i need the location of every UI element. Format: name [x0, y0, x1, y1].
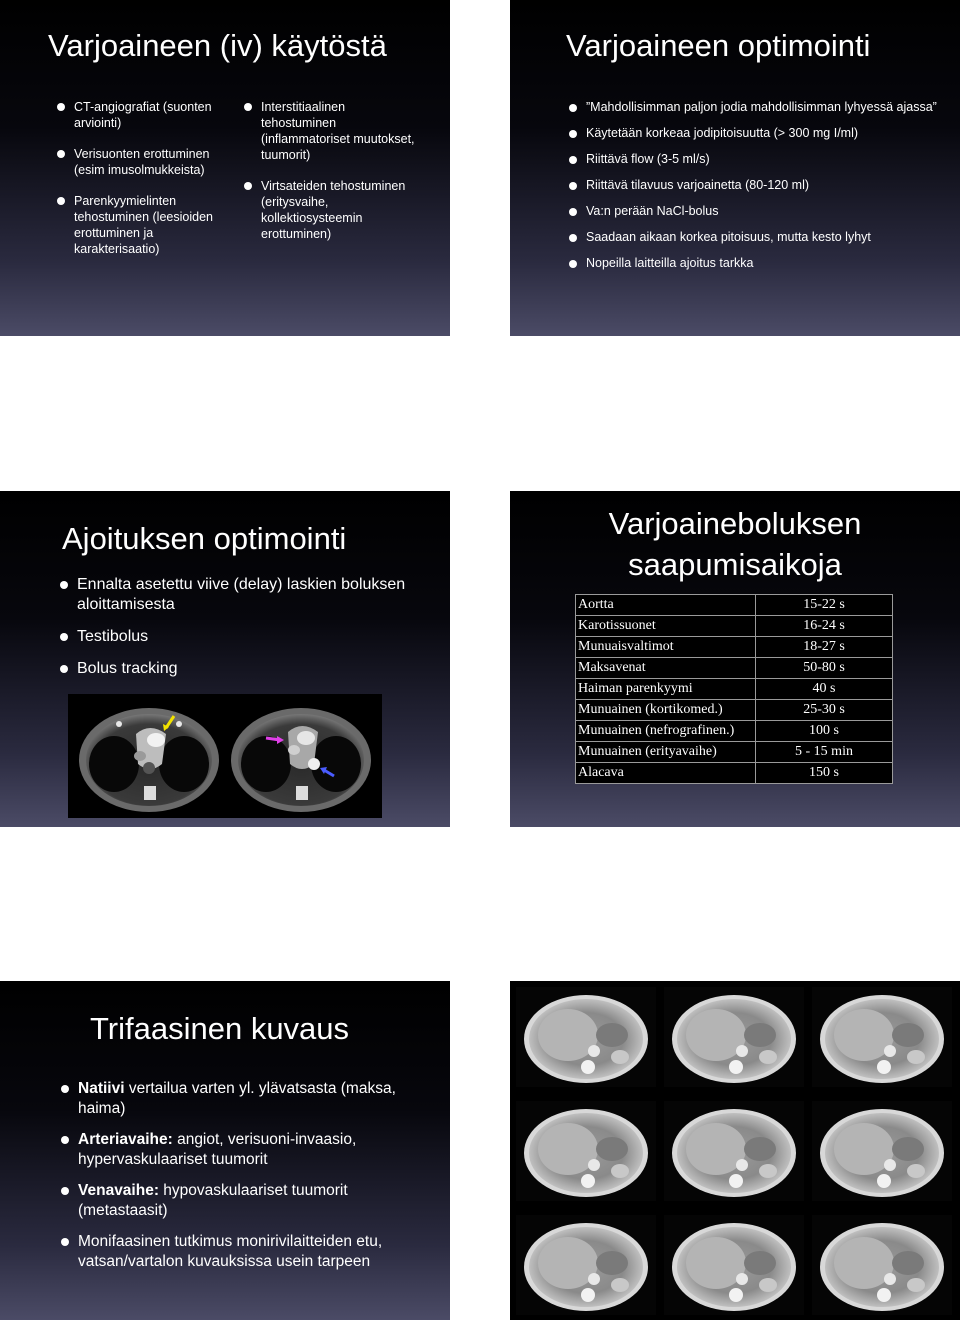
table-row: Karotissuonet 16-24 s: [576, 616, 893, 637]
bullet-icon: [569, 234, 577, 242]
list-item: Riittävä flow (3-5 ml/s): [586, 152, 946, 167]
list-item: Käytetään korkeaa jodipitoisuutta (> 300 mg I/ml): [586, 126, 946, 141]
list-item: Saadaan aikaan korkea pitoisuus, mutta kesto lyhyt: [586, 230, 946, 245]
list-item: Verisuonten erottuminen (esim imusolmukkeista): [74, 146, 224, 178]
list-item: CT-angiografiat (suonten arviointi): [74, 99, 224, 131]
bullet-icon: [244, 103, 252, 111]
slide-title: Varjoaineen optimointi: [566, 28, 871, 63]
list-item: Bolus tracking: [77, 659, 417, 679]
list-item: Testibolus: [77, 627, 417, 647]
bullet-icon: [61, 1238, 69, 1246]
list-item: Interstitiaalinen tehostuminen (inflammatoriset muutokset, tuumorit): [261, 99, 421, 163]
bullet-icon: [569, 182, 577, 190]
bullet-icon: [57, 103, 65, 111]
slide-title: Trifaasinen kuvaus: [90, 1011, 350, 1046]
slide-title: Varjoaineboluksen saapumisaikoja: [608, 506, 862, 582]
ct-scan-left: [74, 694, 224, 818]
table-row: Maksavenat 50-80 s: [576, 658, 893, 679]
table-row: Munuainen (erityavaihe) 5 - 15 min: [576, 742, 893, 763]
bullet-icon: [60, 581, 68, 589]
bullet-icon: [57, 150, 65, 158]
table-row: Munuainen (nefrografinen.) 100 s: [576, 721, 893, 742]
ct-film-image: [510, 981, 960, 1320]
list-item: ”Mahdollisimman paljon jodia mahdollisimman lyhyessä ajassa”: [586, 100, 946, 115]
bullet-icon: [569, 104, 577, 112]
list-item: Ennalta asetettu viive (delay) laskien boluksen aloittamisesta: [77, 575, 417, 615]
table-row: Aortta 15-22 s: [576, 595, 893, 616]
table-row: Munuaisvaltimot 18-27 s: [576, 637, 893, 658]
slide-ct-film: [510, 981, 960, 1320]
list-item: Venavaihe: hypovaskulaariset tuumorit (metastaasit): [78, 1181, 418, 1221]
slide-bolus-arrival-times: [510, 491, 960, 827]
bullet-icon: [244, 182, 252, 190]
bullet-list-left: [74, 99, 224, 272]
bullet-list: [586, 100, 946, 282]
ct-scan-right: [226, 694, 376, 818]
slide-triphasic-imaging: [0, 981, 450, 1320]
slide-timing-optimization: [0, 491, 450, 827]
ct-scan-images: [68, 694, 382, 818]
list-item: Arteriavaihe: angiot, verisuoni-invaasio, hypervaskulaariset tuumorit: [78, 1130, 418, 1170]
bullet-icon: [57, 197, 65, 205]
list-item: Virtsateiden tehostuminen (eritysvaihe, kollektiosysteemin erottuminen): [261, 178, 421, 242]
table-row: Alacava 150 s: [576, 763, 893, 784]
slide-title: Varjoaineen (iv) käytöstä: [48, 28, 387, 63]
bullet-list: [77, 575, 417, 691]
slide-contrast-use: [0, 0, 450, 336]
bullet-list: [78, 1079, 418, 1283]
bullet-icon: [569, 156, 577, 164]
list-item: Riittävä tilavuus varjoainetta (80-120 ml): [586, 178, 946, 193]
list-item: Parenkyymielinten tehostuminen (leesioiden erottuminen ja karakterisaatio): [74, 193, 224, 257]
table-row: Munuainen (kortikomed.) 25-30 s: [576, 700, 893, 721]
list-item: Monifaasinen tutkimus monirivilaitteiden etu, vatsan/vartalon kuvauksissa usein tarpeen: [78, 1232, 418, 1272]
bullet-icon: [60, 665, 68, 673]
table-row: Haiman parenkyymi 40 s: [576, 679, 893, 700]
list-item: Natiivi vertailua varten yl. ylävatsasta (maksa, haima): [78, 1079, 418, 1119]
bullet-icon: [569, 130, 577, 138]
list-item: Va:n perään NaCl-bolus: [586, 204, 946, 219]
bullet-icon: [61, 1136, 69, 1144]
slide-contrast-optimization: [510, 0, 960, 336]
bullet-icon: [569, 260, 577, 268]
bullet-icon: [569, 208, 577, 216]
bullet-icon: [61, 1187, 69, 1195]
bullet-list-right: [261, 99, 421, 257]
slide-title: Ajoituksen optimointi: [62, 521, 347, 556]
list-item: Nopeilla laitteilla ajoitus tarkka: [586, 256, 946, 271]
arrival-times-table: [575, 594, 893, 784]
bullet-icon: [61, 1085, 69, 1093]
bullet-icon: [60, 633, 68, 641]
